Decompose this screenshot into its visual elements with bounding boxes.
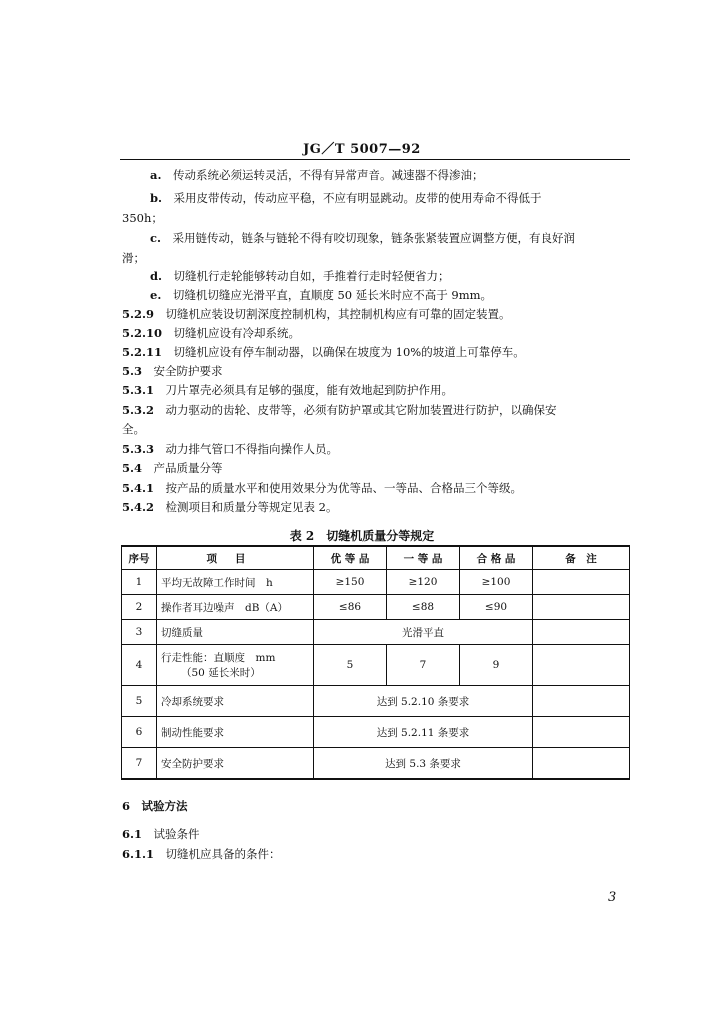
row-merged-value: 达到 5.2.10 条要求 — [314, 686, 533, 717]
col-header-item: 项目 — [157, 546, 314, 570]
row-first: ≤88 — [387, 595, 460, 620]
clause-5-3-2-cont: 全。 — [122, 422, 145, 436]
table-row — [122, 645, 630, 686]
row-no: 6 — [122, 717, 157, 748]
clause-5-3: 5.3 安全防护要求 — [122, 364, 223, 378]
table-row — [122, 595, 630, 620]
row-remarks — [533, 717, 630, 748]
row-remarks — [533, 570, 630, 595]
row-item: 切缝质量 — [157, 620, 314, 645]
table-row — [122, 570, 630, 595]
clause-5-3-3: 5.3.3 动力排气管口不得指向操作人员。 — [122, 442, 339, 456]
quality-grade-table — [121, 545, 630, 780]
row-remarks — [533, 686, 630, 717]
list-item-c-cont: 滑； — [122, 251, 145, 265]
list-item-d: d. 切缝机行走轮能够转动自如，手推着行走时轻便省力； — [150, 269, 450, 283]
row-item — [157, 645, 314, 686]
col-header-remarks: 备 注 — [533, 546, 630, 570]
table-row — [122, 686, 630, 717]
row-qualified: ≤90 — [460, 595, 533, 620]
row-item: 平均无故障工作时间 h — [157, 570, 314, 595]
list-item-c: c. 采用链传动，链条与链轮不得有咬切现象，链条张紧装置应调整方便，有良好润 — [150, 231, 576, 245]
clause-5-4-1: 5.4.1 按产品的质量水平和使用效果分为优等品、一等品、合格品三个等级。 — [122, 481, 523, 495]
table-caption: 表 2 切缝机质量分等规定 — [289, 529, 435, 543]
clause-6-1: 6.1 试验条件 — [122, 827, 200, 841]
row-no: 4 — [122, 645, 157, 686]
list-item-e: e. 切缝机切缝应光滑平直，直顺度 50 延长米时应不高于 9mm。 — [150, 288, 493, 302]
row-item-line1: 行走性能：直顺度 mm — [161, 652, 276, 664]
row-merged-value: 达到 5.3 条要求 — [314, 748, 533, 780]
list-item-a: a. 传动系统必须运转灵活，不得有异常声音。减速器不得渗油； — [150, 168, 484, 182]
table-row — [122, 717, 630, 748]
row-item: 冷却系统要求 — [157, 686, 314, 717]
clause-5-2-9: 5.2.9 切缝机应装设切割深度控制机构，其控制机构应有可靠的固定装置。 — [122, 307, 511, 321]
row-premium: ≤86 — [314, 595, 387, 620]
clause-5-4-2: 5.4.2 检测项目和质量分等规定见表 2。 — [122, 500, 338, 514]
page-number: 3 — [608, 890, 617, 905]
row-premium: 5 — [314, 645, 387, 686]
row-no: 3 — [122, 620, 157, 645]
row-remarks — [533, 620, 630, 645]
clause-5-3-1: 5.3.1 刀片罩壳必须具有足够的强度，能有效地起到防护作用。 — [122, 383, 454, 397]
list-item-b-cont: 350h； — [122, 211, 163, 225]
table-header-row — [122, 546, 630, 570]
clause-5-3-2: 5.3.2 动力驱动的齿轮、皮带等，必须有防护罩或其它附加装置进行防护，以确保安 — [122, 403, 557, 417]
row-merged-value: 光滑平直 — [314, 620, 533, 645]
row-qualified: ≥100 — [460, 570, 533, 595]
col-header-premium: 优 等 品 — [314, 546, 387, 570]
page-header-code: JG／T 5007—92 — [303, 142, 421, 157]
row-remarks — [533, 748, 630, 780]
row-remarks — [533, 595, 630, 620]
row-remarks — [533, 645, 630, 686]
header-rule — [120, 159, 630, 160]
row-no: 1 — [122, 570, 157, 595]
row-first: ≥120 — [387, 570, 460, 595]
row-no: 7 — [122, 748, 157, 780]
clause-5-4: 5.4 产品质量分等 — [122, 461, 223, 475]
clause-5-2-11: 5.2.11 切缝机应设有停车制动器，以确保在坡度为 10%的坡道上可靠停车。 — [122, 345, 525, 359]
table-row — [122, 620, 630, 645]
row-no: 5 — [122, 686, 157, 717]
row-item: 制动性能要求 — [157, 717, 314, 748]
col-header-first: 一 等 品 — [387, 546, 460, 570]
row-premium: ≥150 — [314, 570, 387, 595]
col-header-qualified: 合 格 品 — [460, 546, 533, 570]
row-item: 操作者耳边噪声 dB（A） — [157, 595, 314, 620]
row-item: 安全防护要求 — [157, 748, 314, 780]
clause-6-1-1: 6.1.1 切缝机应具备的条件： — [122, 847, 281, 861]
list-item-b: b. 采用皮带传动，传动应平稳，不应有明显跳动。皮带的使用寿命不得低于 — [150, 191, 542, 205]
row-merged-value: 达到 5.2.11 条要求 — [314, 717, 533, 748]
row-qualified: 9 — [460, 645, 533, 686]
row-item-line2: （50 延长米时） — [181, 667, 261, 679]
row-no: 2 — [122, 595, 157, 620]
section-6-heading: 6 试验方法 — [122, 799, 188, 813]
clause-5-2-10: 5.2.10 切缝机应设有冷却系统。 — [122, 326, 301, 340]
table-row — [122, 748, 630, 780]
col-header-no: 序号 — [122, 546, 157, 570]
row-first: 7 — [387, 645, 460, 686]
